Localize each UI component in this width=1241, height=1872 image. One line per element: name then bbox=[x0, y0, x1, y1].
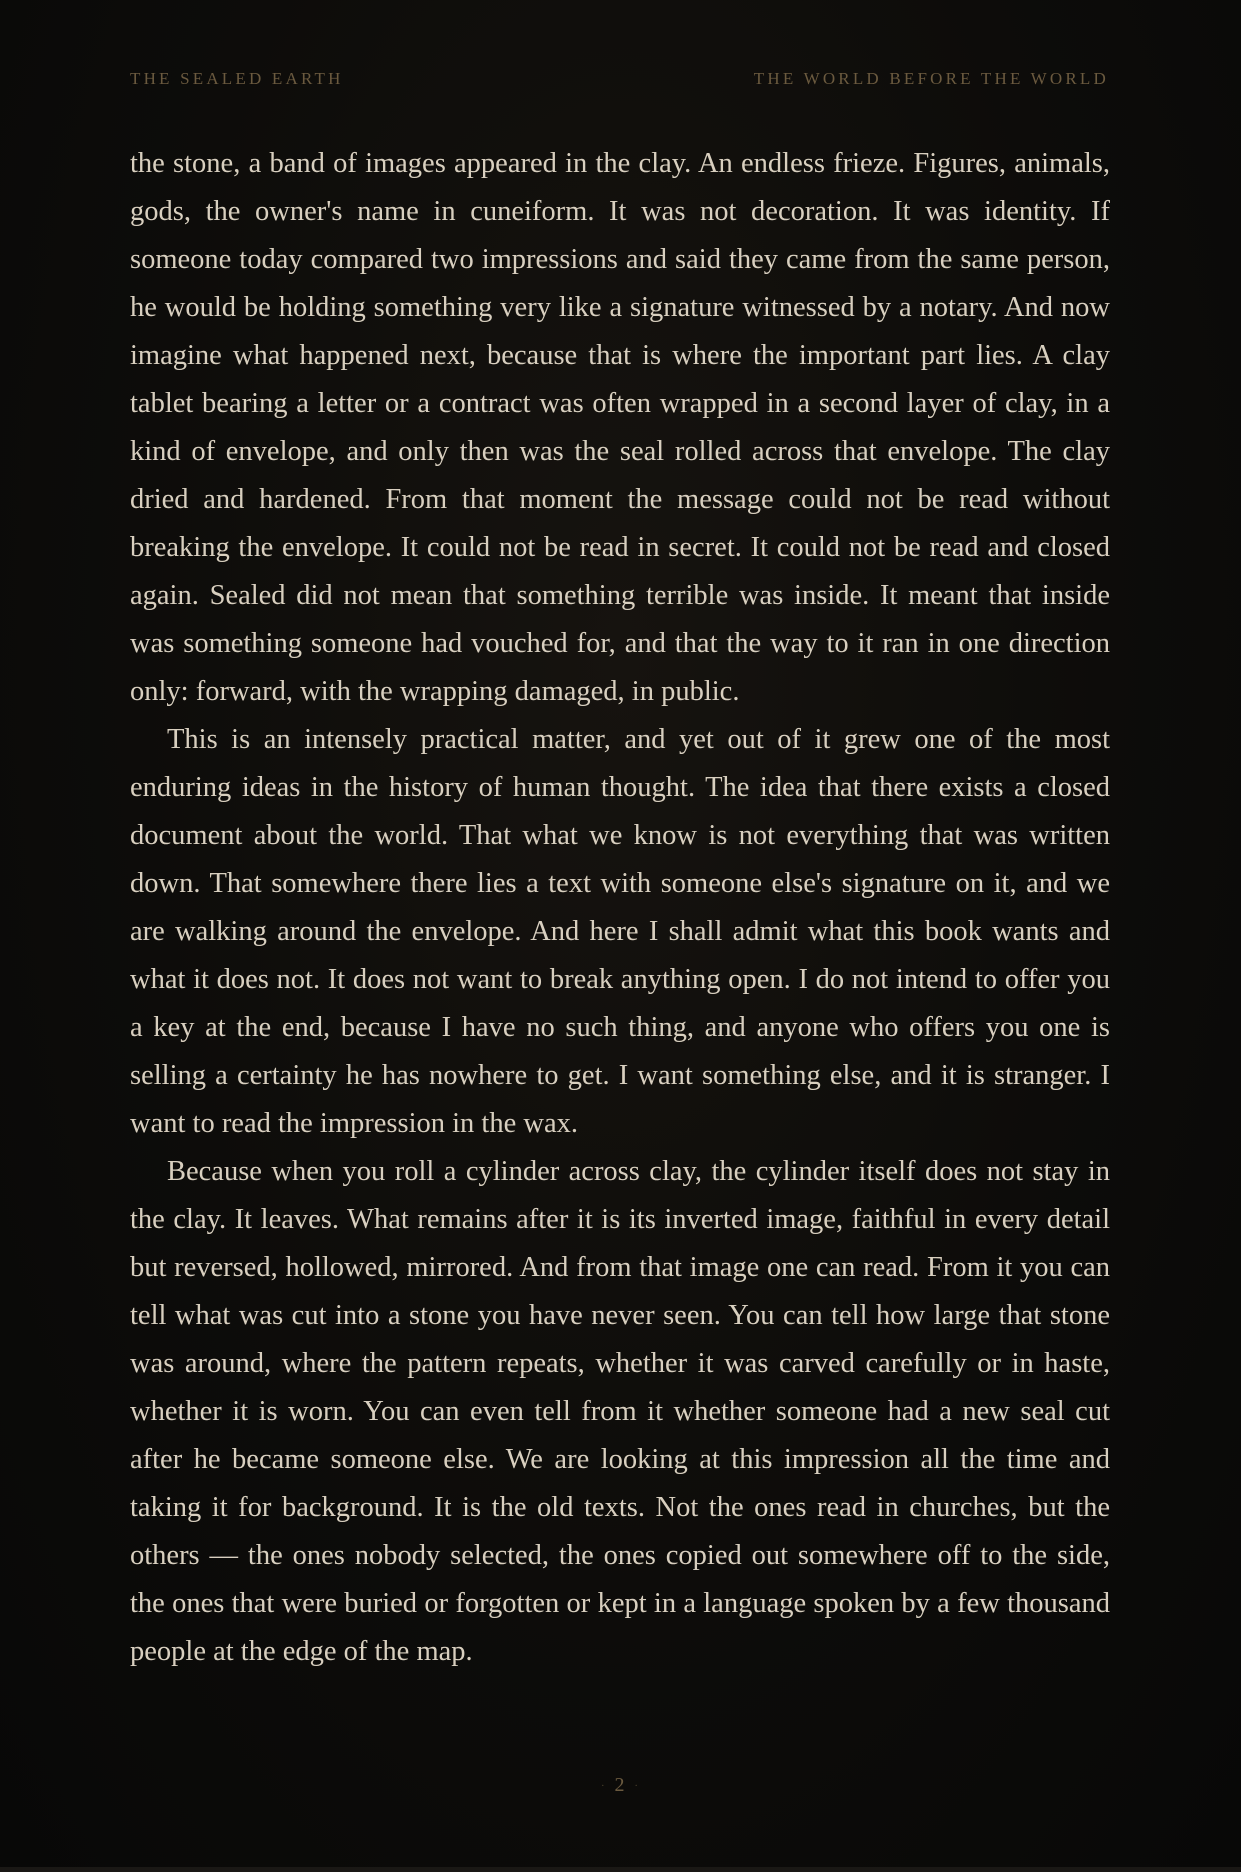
page-bottom-edge bbox=[0, 1867, 1241, 1872]
paragraph-3: Because when you roll a cylinder across clay, the cylinder itself does not stay in the clay. It leaves. What remains after it is its inverted image, faithful in every detail but reversed, hollowed, mirrored. And from that image one can read. From it you can tell what was cut into a stone you have never seen. You can tell how large that stone was around, where the pattern repeats, whether it was carved carefully or in haste, whether it is worn. You can even tell from it whether someone had a new seal cut after he became someone else. We are looking at this impression all the time and taking it for background. It is the old texts. Not the ones read in churches, but the others — the ones nobody selected, the ones copied out somewhere off to the side, the ones that were buried or forgotten or kept in a language spoken by a few thousand people at the edge of the map. bbox=[130, 1156, 1110, 1667]
running-head-chapter-title: THE WORLD BEFORE THE WORLD bbox=[753, 69, 1109, 88]
paragraph-1: the stone, a band of images appeared in the clay. An endless frieze. Figures, animals, gods, the owner's name in cuneiform. It was not decoration. It was identity. If someone today compared two impressions and said they came from the same person, he would be holding something very like a signature witnessed by a notary. And now imagine what happened next, because that is where the important part lies. A clay tablet bearing a letter or a contract was often wrapped in a second layer of clay, in a kind of envelope, and only then was the seal rolled across that envelope. The clay dried and hardened. From that moment the message could not be read without breaking the envelope. It could not be read in secret. It could not be read and closed again. Sealed did not mean that something terrible was inside. It meant that inside was something someone had vouched for, and that the way to it ran in one direction only: forward, with the wrapping damaged, in public. bbox=[130, 148, 1110, 707]
page-number: 2 bbox=[614, 1774, 627, 1796]
running-head bbox=[130, 67, 1109, 91]
body-text bbox=[130, 140, 1110, 1676]
paragraph-2: This is an intensely practical matter, and yet out of it grew one of the most enduring ideas in the history of human thought. The idea that there exists a closed document about the world. That what we know is not everything that was written down. That somewhere there lies a text with someone else's signature on it, and we are walking around the envelope. And here I shall admit what this book wants and what it does not. It does not want to break anything open. I do not intend to offer you a key at the end, because I have no such thing, and anyone who offers you one is selling a certainty he has nowhere to get. I want something else, and it is stranger. I want to read the impression in the wax. bbox=[130, 724, 1110, 1139]
running-head-book-title: THE SEALED EARTH bbox=[130, 69, 344, 88]
folio-ornament-left: · bbox=[601, 1780, 607, 1792]
folio-ornament-right: · bbox=[634, 1780, 640, 1792]
page-number-footer bbox=[0, 1774, 1241, 1797]
